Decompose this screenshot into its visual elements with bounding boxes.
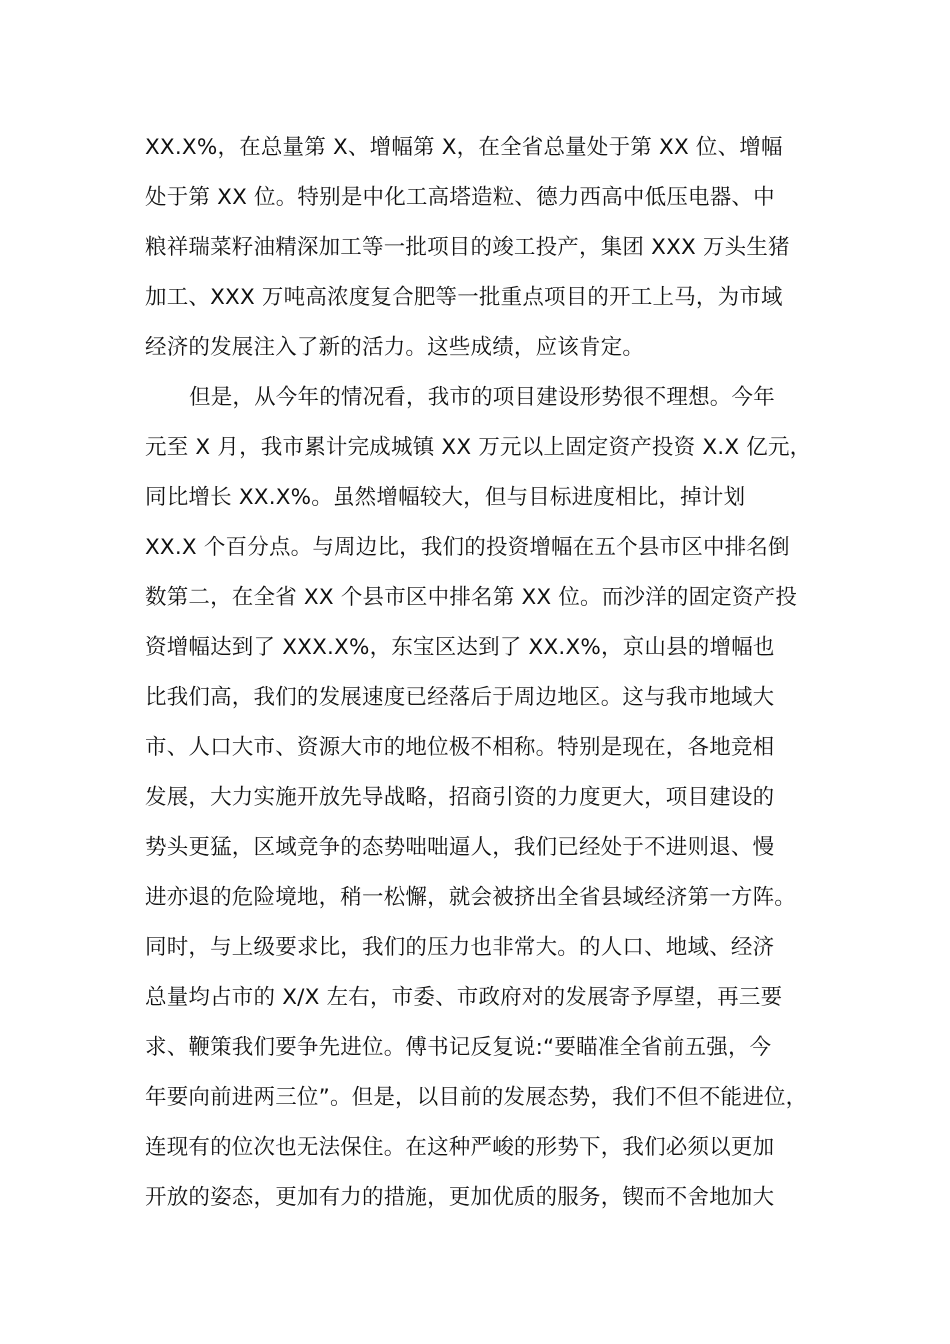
paragraph-start-line: 但是，从今年的情况看，我市的项目建设形势很不理想。今年 <box>189 385 775 410</box>
text-line: 元至 X 月，我市累计完成城镇 XX 万元以上固定资产投资 X.X 亿元， <box>145 435 812 460</box>
text-line: 市、人口大市、资源大市的地位极不相称。特别是现在，各地竞相 <box>145 735 775 760</box>
text-line: 求、鞭策我们要争先进位。傅书记反复说:“要瞄准全省前五强，今 <box>145 1035 772 1060</box>
text-line: 势头更猛，区域竞争的态势咄咄逼人，我们已经处于不进则退、慢 <box>145 835 775 860</box>
text-line: XX.X 个百分点。与周边比，我们的投资增幅在五个县市区中排名倒 <box>145 535 790 560</box>
text-line: 进亦退的危险境地，稍一松懈，就会被挤出全省县域经济第一方阵。 <box>145 885 797 910</box>
text-line: XX.X%，在总量第 X、增幅第 X，在全省总量处于第 XX 位、增幅 <box>145 135 783 160</box>
text-line: 开放的姿态，更加有力的措施，更加优质的服务，锲而不舍地加大 <box>145 1185 775 1210</box>
text-line: 粮祥瑞菜籽油精深加工等一批项目的竣工投产，集团 XXX 万头生猪 <box>145 235 790 260</box>
text-line: 经济的发展注入了新的活力。这些成绩，应该肯定。 <box>145 335 645 360</box>
text-line: 连现有的位次也无法保住。在这种严峻的形势下，我们必须以更加 <box>145 1135 775 1160</box>
text-line: 发展，大力实施开放先导战略，招商引资的力度更大，项目建设的 <box>145 785 775 810</box>
text-line: 年要向前进两三位”。但是，以目前的发展态势，我们不但不能进位， <box>145 1085 808 1110</box>
text-line: 加工、XXX 万吨高浓度复合肥等一批重点项目的开工上马，为市域 <box>145 285 783 310</box>
text-line: 同时，与上级要求比，我们的压力也非常大。的人口、地域、经济 <box>145 935 775 960</box>
text-line: 总量均占市的 X/X 左右，市委、市政府对的发展寄予厚望，再三要 <box>145 985 783 1010</box>
text-line: 数第二，在全省 XX 个县市区中排名第 XX 位。而沙洋的固定资产投 <box>145 585 798 610</box>
text-line: 比我们高，我们的发展速度已经落后于周边地区。这与我市地域大 <box>145 685 775 710</box>
text-line: 处于第 XX 位。特别是中化工高塔造粒、德力西高中低压电器、中 <box>145 185 775 210</box>
text-line: 资增幅达到了 XXX.X%，东宝区达到了 XX.X%，京山县的增幅也 <box>145 635 775 660</box>
text-line: 同比增长 XX.X%。虽然增幅较大，但与目标进度相比，掉计划 <box>145 485 746 510</box>
body-text <box>145 128 835 1228</box>
